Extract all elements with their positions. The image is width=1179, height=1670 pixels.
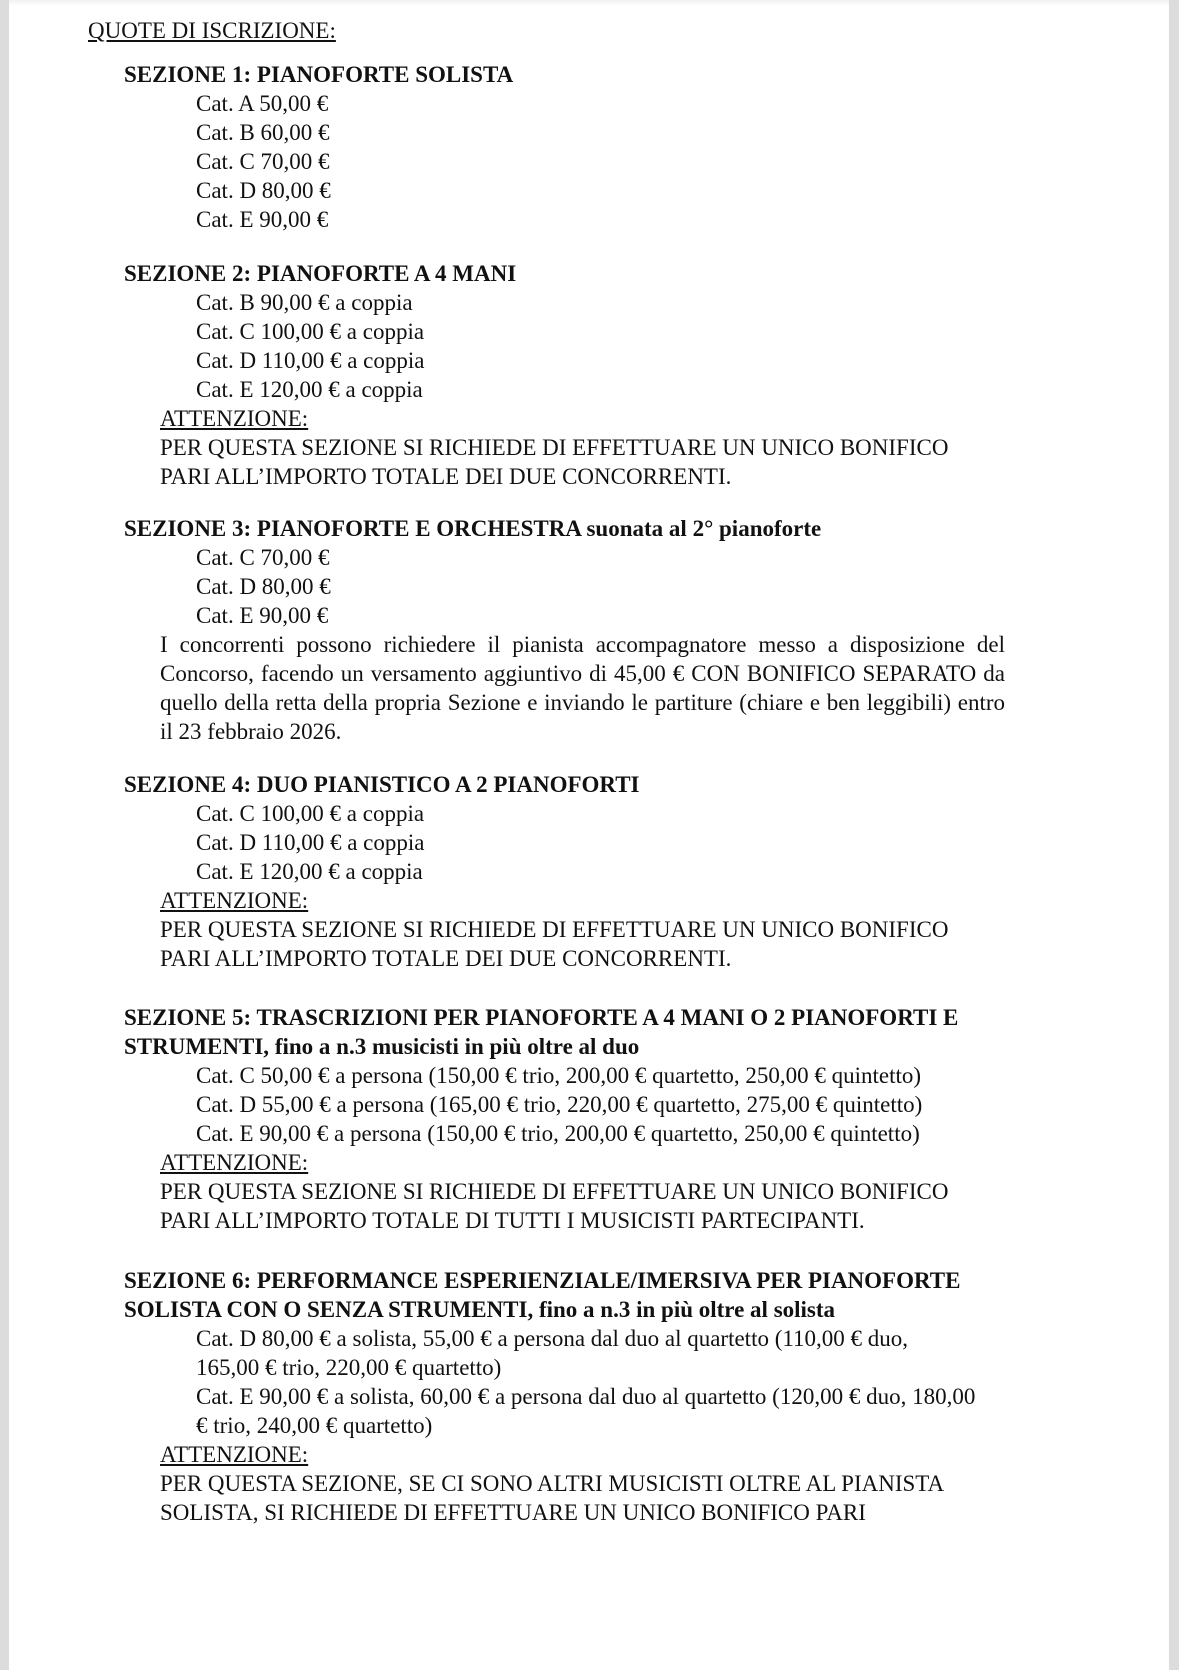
category-line: Cat. E 120,00 € a coppia [196,377,423,402]
category-line: Cat. C 70,00 € [196,149,330,174]
attention-text: PARI ALL’IMPORTO TOTALE DEI DUE CONCORRENTI. [160,464,732,489]
category-line: Cat. C 70,00 € [196,545,330,570]
document-page [9,0,1169,1670]
category-line: Cat. D 110,00 € a coppia [196,830,425,855]
section-heading: SEZIONE 2: PIANOFORTE A 4 MANI [124,261,517,286]
attention-label: ATTENZIONE: [160,406,309,431]
document-title: QUOTE DI ISCRIZIONE: [88,18,336,43]
category-line: Cat. E 120,00 € a coppia [196,859,423,884]
attention-text: PARI ALL’IMPORTO TOTALE DEI DUE CONCORRENTI. [160,946,732,971]
attention-text: PER QUESTA SEZIONE SI RICHIEDE DI EFFETTUARE UN UNICO BONIFICO [160,917,949,942]
section-heading: SEZIONE 6: PERFORMANCE ESPERIENZIALE/IMERSIVA PER PIANOFORTE SOLISTA CON O SENZA STRUMENTI, fino a n.3 in più oltre al solista [124,1268,961,1322]
section-heading: SEZIONE 5: TRASCRIZIONI PER PIANOFORTE A 4 MANI O 2 PIANOFORTI E STRUMENTI, fino a n.3 musicisti in più oltre al duo [124,1005,959,1059]
category-line: Cat. E 90,00 € [196,207,329,232]
category-line: Cat. D 80,00 € a solista, 55,00 € a persona dal duo al quartetto (110,00 € duo, 165,00 € trio, 220,00 € quartetto) [196,1326,909,1380]
section-3 [124,514,1004,746]
section-heading: SEZIONE 4: DUO PIANISTICO A 2 PIANOFORTI [124,772,640,797]
category-line: Cat. B 90,00 € a coppia [196,290,413,315]
section-heading: SEZIONE 3: PIANOFORTE E ORCHESTRA suonata al 2° pianoforte [124,516,822,541]
category-line: Cat. C 50,00 € a persona (150,00 € trio, 200,00 € quartetto, 250,00 € quintetto) [196,1063,922,1088]
category-line: Cat. A 50,00 € [196,91,329,116]
section-5 [124,1003,1004,1235]
section-heading-extra: suonata al 2° pianoforte [580,516,822,541]
category-line: Cat. D 80,00 € [196,178,331,203]
section-heading-extra: fino a n.3 in più oltre al solista [533,1297,836,1322]
section-heading: SEZIONE 1: PIANOFORTE SOLISTA [124,62,514,87]
section-4 [124,770,1004,973]
section-2 [124,259,1004,491]
attention-text: PER QUESTA SEZIONE, SE CI SONO ALTRI MUSICISTI OLTRE AL PIANISTA [160,1471,945,1496]
category-line: Cat. C 100,00 € a coppia [196,801,425,826]
section-6 [124,1266,1004,1527]
attention-text: PER QUESTA SEZIONE SI RICHIEDE DI EFFETTUARE UN UNICO BONIFICO [160,1179,949,1204]
attention-label: ATTENZIONE: [160,1442,309,1467]
attention-text: PER QUESTA SEZIONE SI RICHIEDE DI EFFETTUARE UN UNICO BONIFICO [160,435,949,460]
accompanist-paragraph: I concorrenti possono richiedere il pianista accompagnatore messo a disposizione del Concorso, facendo un versamento aggiuntivo di 45,00 € CON BONIFICO SEPARATO da quello della retta della propria Sezione e inviando le partiture (chiare e ben leggibili) entro il 23 febbraio 2026. [160,632,1005,744]
section-heading-extra: fino a n.3 musicisti in più oltre al duo [269,1034,640,1059]
category-line: Cat. E 90,00 € [196,603,329,628]
category-line: Cat. E 90,00 € a solista, 60,00 € a persona dal duo al quartetto (120,00 € duo, 180,00 € trio, 240,00 € quartetto) [196,1384,976,1438]
category-line: Cat. D 80,00 € [196,574,331,599]
category-line: Cat. E 90,00 € a persona (150,00 € trio, 200,00 € quartetto, 250,00 € quintetto) [196,1121,920,1146]
category-line: Cat. D 55,00 € a persona (165,00 € trio, 220,00 € quartetto, 275,00 € quintetto) [196,1092,923,1117]
category-line: Cat. B 60,00 € [196,120,330,145]
section-1 [124,60,1004,234]
category-line: Cat. D 110,00 € a coppia [196,348,425,373]
attention-label: ATTENZIONE: [160,1150,309,1175]
attention-text: SOLISTA, SI RICHIEDE DI EFFETTUARE UN UNICO BONIFICO PARI [160,1500,866,1525]
attention-text: PARI ALL’IMPORTO TOTALE DI TUTTI I MUSICISTI PARTECIPANTI. [160,1208,865,1233]
attention-label: ATTENZIONE: [160,888,309,913]
category-line: Cat. C 100,00 € a coppia [196,319,425,344]
